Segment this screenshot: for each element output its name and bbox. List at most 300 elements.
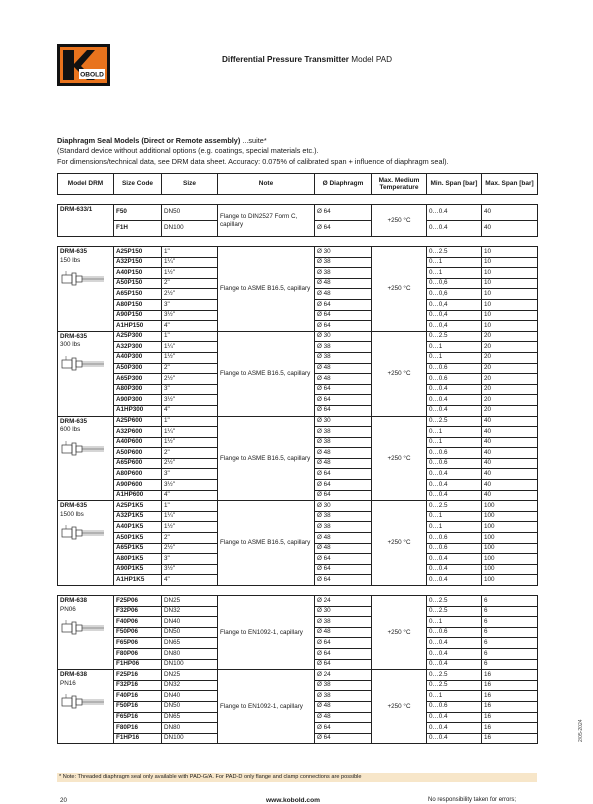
size-cell: DN50 — [162, 627, 218, 638]
size-cell: 3" — [162, 469, 218, 480]
min-span-cell: 0…2.5 — [427, 596, 482, 607]
size-code-cell: F40P06 — [114, 617, 162, 628]
size-code-cell: A90P300 — [114, 395, 162, 406]
diaphragm-cell: Ø 48 — [315, 448, 372, 459]
section-heading-bold: Diaphragm Seal Models (Direct or Remote assembly) — [57, 136, 241, 145]
model-name: DRM-635 — [60, 417, 87, 425]
section-heading — [57, 136, 537, 146]
diaphragm-cell: Ø 64 — [315, 321, 372, 332]
max-span-cell: 100 — [482, 501, 538, 512]
footnote: * Note: Threaded diaphragm seal only available with PAD-G/A. For PAD-D only flange and clamp connections are possible — [57, 773, 537, 782]
size-cell: 2" — [162, 278, 218, 289]
document-title — [222, 55, 392, 64]
max-span-cell: 100 — [482, 522, 538, 533]
size-cell: DN50 — [162, 701, 218, 712]
max-span-cell: 16 — [482, 723, 538, 734]
size-cell: DN80 — [162, 723, 218, 734]
column-header: Model DRM — [58, 174, 114, 195]
diaphragm-cell: Ø 64 — [315, 733, 372, 744]
min-span-cell: 0…1 — [427, 268, 482, 279]
max-span-cell: 6 — [482, 617, 538, 628]
svg-text:OBOLD: OBOLD — [80, 71, 104, 79]
diaphragm-cell: Ø 30 — [315, 416, 372, 427]
size-cell: 1½" — [162, 522, 218, 533]
size-cell: 2½" — [162, 458, 218, 469]
diaphragm-cell: Ø 38 — [315, 257, 372, 268]
size-cell: 2½" — [162, 289, 218, 300]
size-cell: DN100 — [162, 733, 218, 744]
diaphragm-cell: Ø 48 — [315, 363, 372, 374]
max-span-cell: 6 — [482, 606, 538, 617]
pressure-class: 150 lbs — [60, 256, 81, 264]
size-cell: 1½" — [162, 437, 218, 448]
min-span-cell: 0…0.6 — [427, 701, 482, 712]
diaphragm-cell: Ø 48 — [315, 374, 372, 385]
size-code-cell: A80P1K5 — [114, 554, 162, 565]
min-span-cell: 0…0.4 — [427, 723, 482, 734]
size-cell: 1¼" — [162, 511, 218, 522]
size-cell: 3" — [162, 299, 218, 310]
size-cell: 4" — [162, 490, 218, 501]
diaphragm-cell: Ø 48 — [315, 289, 372, 300]
diaphragm-cell: Ø 38 — [315, 342, 372, 353]
max-span-cell: 20 — [482, 363, 538, 374]
section-heading-suffix: ...suite* — [240, 136, 267, 145]
min-span-cell: 0…0.6 — [427, 533, 482, 544]
size-code-cell: F80P06 — [114, 648, 162, 659]
temperature-cell: +250 °C — [372, 205, 427, 237]
diaphragm-cell: Ø 64 — [315, 554, 372, 565]
diaphragm-cell: Ø 48 — [315, 458, 372, 469]
table-body — [58, 195, 538, 744]
size-code-cell: A65P150 — [114, 289, 162, 300]
min-span-cell: 0…0,4 — [427, 310, 482, 321]
max-span-cell: 16 — [482, 733, 538, 744]
size-cell: DN25 — [162, 596, 218, 607]
page-number: 20 — [60, 797, 67, 804]
max-span-cell: 10 — [482, 257, 538, 268]
size-cell: 1¼" — [162, 257, 218, 268]
size-code-cell: A80P600 — [114, 469, 162, 480]
column-header: Note — [218, 174, 315, 195]
size-code-cell: A32P600 — [114, 427, 162, 438]
diaphragm-cell: Ø 64 — [315, 299, 372, 310]
max-span-cell: 10 — [482, 247, 538, 258]
size-code-cell: F25P16 — [114, 670, 162, 681]
diaphragm-cell: Ø 64 — [315, 659, 372, 670]
size-cell: DN32 — [162, 606, 218, 617]
min-span-cell: 0…1 — [427, 342, 482, 353]
min-span-cell: 0…0.4 — [427, 490, 482, 501]
max-span-cell: 10 — [482, 278, 538, 289]
min-span-cell: 0…0.4 — [427, 564, 482, 575]
diaphragm-seal-table — [57, 173, 538, 744]
min-span-cell: 0…1 — [427, 691, 482, 702]
size-code-cell: F25P06 — [114, 596, 162, 607]
diaphragm-cell: Ø 38 — [315, 268, 372, 279]
diaphragm-cell: Ø 64 — [315, 564, 372, 575]
pressure-class: 1500 lbs — [60, 510, 84, 518]
max-span-cell: 40 — [482, 205, 538, 221]
size-code-cell: A1HP150 — [114, 321, 162, 332]
diaphragm-cell: Ø 38 — [315, 680, 372, 691]
size-code-cell: A50P1K5 — [114, 533, 162, 544]
note-cell: Flange to EN1092-1, capillary — [218, 670, 315, 744]
size-cell: 3½" — [162, 395, 218, 406]
max-span-cell: 16 — [482, 691, 538, 702]
max-span-cell: 16 — [482, 680, 538, 691]
diaphragm-cell: Ø 38 — [315, 352, 372, 363]
column-header: Min. Span [bar] — [427, 174, 482, 195]
size-cell: 1" — [162, 331, 218, 342]
size-code-cell: A65P600 — [114, 458, 162, 469]
table-row — [58, 416, 538, 427]
flange-drawing-icon — [60, 271, 106, 287]
max-span-cell: 100 — [482, 564, 538, 575]
min-span-cell: 0…0.4 — [427, 712, 482, 723]
min-span-cell: 0…0.6 — [427, 627, 482, 638]
max-span-cell: 40 — [482, 490, 538, 501]
model-cell — [58, 416, 114, 501]
diaphragm-cell: Ø 48 — [315, 278, 372, 289]
size-code-cell: A80P300 — [114, 384, 162, 395]
size-cell: 1¼" — [162, 342, 218, 353]
diaphragm-cell: Ø 64 — [315, 469, 372, 480]
size-code-cell: A25P600 — [114, 416, 162, 427]
temperature-cell: +250 °C — [372, 247, 427, 332]
document-title-model: Model PAD — [348, 55, 393, 64]
section-line-standard: (Standard device without additional options (e.g. coatings, special materials etc.). — [57, 146, 319, 156]
max-span-cell: 40 — [482, 437, 538, 448]
model-name: DRM-635 — [60, 502, 87, 510]
diaphragm-cell: Ø 64 — [315, 490, 372, 501]
model-name: DRM-638 — [60, 597, 87, 604]
max-span-cell: 20 — [482, 331, 538, 342]
min-span-cell: 0…2.5 — [427, 501, 482, 512]
size-code-cell: A1HP300 — [114, 405, 162, 416]
min-span-cell: 0…1 — [427, 437, 482, 448]
diaphragm-cell: Ø 38 — [315, 511, 372, 522]
min-span-cell: 0…0.4 — [427, 221, 482, 237]
size-code-cell: A65P1K5 — [114, 543, 162, 554]
max-span-cell: 20 — [482, 384, 538, 395]
max-span-cell: 40 — [482, 480, 538, 491]
flange-drawing-icon — [60, 356, 106, 372]
diaphragm-cell: Ø 48 — [315, 543, 372, 554]
min-span-cell: 0…0.6 — [427, 543, 482, 554]
min-span-cell: 0…1 — [427, 427, 482, 438]
min-span-cell: 0…0.4 — [427, 638, 482, 649]
temperature-cell: +250 °C — [372, 501, 427, 586]
max-span-cell: 10 — [482, 310, 538, 321]
min-span-cell: 0…0,6 — [427, 278, 482, 289]
size-code-cell: A32P150 — [114, 257, 162, 268]
size-code-cell: A40P1K5 — [114, 522, 162, 533]
size-cell: 1¼" — [162, 427, 218, 438]
max-span-cell: 6 — [482, 627, 538, 638]
diaphragm-cell: Ø 48 — [315, 701, 372, 712]
model-name: DRM-635 — [60, 248, 87, 255]
note-cell: Flange to DIN2527 Form C, capillary — [218, 205, 315, 237]
diaphragm-cell: Ø 38 — [315, 691, 372, 702]
max-span-cell: 10 — [482, 321, 538, 332]
size-cell: 1½" — [162, 268, 218, 279]
min-span-cell: 0…2.5 — [427, 247, 482, 258]
document-title-bold: Differential Pressure Transmitter — [222, 55, 349, 64]
flange-drawing-icon — [60, 525, 106, 541]
max-span-cell: 6 — [482, 659, 538, 670]
size-cell: 4" — [162, 405, 218, 416]
size-cell: DN32 — [162, 680, 218, 691]
max-span-cell: 100 — [482, 554, 538, 565]
diaphragm-cell: Ø 64 — [315, 310, 372, 321]
kobold-logo — [57, 44, 110, 86]
min-span-cell: 0…1 — [427, 511, 482, 522]
min-span-cell: 0…0,6 — [427, 289, 482, 300]
size-cell: 3½" — [162, 564, 218, 575]
min-span-cell: 0…0.4 — [427, 733, 482, 744]
size-cell: 3" — [162, 384, 218, 395]
min-span-cell: 0…0.6 — [427, 448, 482, 459]
pressure-class: 300 lbs — [60, 341, 81, 349]
size-code-cell: A90P1K5 — [114, 564, 162, 575]
size-cell: 2½" — [162, 374, 218, 385]
size-code-cell: A1HP600 — [114, 490, 162, 501]
size-code-cell: A40P300 — [114, 352, 162, 363]
min-span-cell: 0…1 — [427, 617, 482, 628]
size-cell: DN50 — [162, 205, 218, 221]
max-span-cell: 100 — [482, 511, 538, 522]
size-cell: 2" — [162, 533, 218, 544]
size-code-cell: A50P300 — [114, 363, 162, 374]
diaphragm-cell: Ø 48 — [315, 712, 372, 723]
temperature-cell: +250 °C — [372, 331, 427, 416]
size-code-cell: A40P150 — [114, 268, 162, 279]
size-cell: 2½" — [162, 543, 218, 554]
min-span-cell: 0…0,4 — [427, 299, 482, 310]
size-cell: DN100 — [162, 221, 218, 237]
model-cell — [58, 670, 114, 744]
note-cell: Flange to ASME B16.5, capillary — [218, 501, 315, 586]
size-cell: 2" — [162, 448, 218, 459]
diaphragm-cell: Ø 30 — [315, 606, 372, 617]
diaphragm-cell: Ø 64 — [315, 480, 372, 491]
size-code-cell: F80P16 — [114, 723, 162, 734]
diaphragm-cell: Ø 64 — [315, 638, 372, 649]
diaphragm-cell: Ø 24 — [315, 596, 372, 607]
max-span-cell: 20 — [482, 342, 538, 353]
column-header: Size — [162, 174, 218, 195]
model-cell — [58, 331, 114, 416]
max-span-cell: 100 — [482, 533, 538, 544]
min-span-cell: 0…0.4 — [427, 659, 482, 670]
group-spacer — [58, 237, 538, 247]
size-code-cell: A40P600 — [114, 437, 162, 448]
diaphragm-cell: Ø 64 — [315, 395, 372, 406]
pressure-class: PN06 — [60, 605, 76, 613]
min-span-cell: 0…0.6 — [427, 458, 482, 469]
table-row — [58, 205, 538, 221]
size-code-cell: A90P600 — [114, 480, 162, 491]
model-cell — [58, 596, 114, 670]
max-span-cell: 10 — [482, 289, 538, 300]
size-cell: 2" — [162, 363, 218, 374]
max-span-cell: 100 — [482, 575, 538, 586]
table-row — [58, 247, 538, 258]
flange-drawing-icon — [60, 441, 106, 457]
diaphragm-cell: Ø 30 — [315, 247, 372, 258]
min-span-cell: 0…1 — [427, 257, 482, 268]
size-code-cell: A1HP1K5 — [114, 575, 162, 586]
diaphragm-cell: Ø 64 — [315, 384, 372, 395]
max-span-cell: 6 — [482, 648, 538, 659]
table-row — [58, 331, 538, 342]
flange-drawing-icon — [60, 620, 106, 636]
note-cell: Flange to ASME B16.5, capillary — [218, 331, 315, 416]
size-code-cell: F40P16 — [114, 691, 162, 702]
size-cell: 4" — [162, 575, 218, 586]
diaphragm-cell: Ø 30 — [315, 331, 372, 342]
model-cell — [58, 501, 114, 586]
size-cell: 3½" — [162, 480, 218, 491]
size-cell: 1" — [162, 247, 218, 258]
size-cell: DN40 — [162, 617, 218, 628]
model-name: DRM-638 — [60, 671, 87, 679]
size-code-cell: A50P600 — [114, 448, 162, 459]
section-line-accuracy: For dimensions/technical data, see DRM data sheet. Accuracy: 0.075% of calibrated span + influence of diaphragm seal). — [57, 156, 449, 166]
diaphragm-cell: Ø 64 — [315, 221, 372, 237]
pressure-class: PN16 — [60, 679, 76, 687]
size-code-cell: F50P06 — [114, 627, 162, 638]
size-cell: DN80 — [162, 648, 218, 659]
max-span-cell: 20 — [482, 405, 538, 416]
size-cell: 3½" — [162, 310, 218, 321]
max-span-cell: 40 — [482, 427, 538, 438]
size-code-cell: F32P06 — [114, 606, 162, 617]
model-name: DRM-635 — [60, 332, 87, 340]
max-span-cell: 16 — [482, 701, 538, 712]
size-cell: 1" — [162, 416, 218, 427]
model-cell — [58, 247, 114, 332]
flange-drawing-icon — [60, 694, 106, 710]
column-header: Max. Medium Temperature — [372, 174, 427, 195]
max-span-cell: 40 — [482, 469, 538, 480]
document-version: 2/05-2024 — [578, 719, 584, 742]
size-code-cell: A65P300 — [114, 374, 162, 385]
min-span-cell: 0…0.6 — [427, 374, 482, 385]
max-span-cell: 40 — [482, 221, 538, 237]
min-span-cell: 0…0.4 — [427, 575, 482, 586]
diaphragm-cell: Ø 38 — [315, 617, 372, 628]
size-cell: 1½" — [162, 352, 218, 363]
diaphragm-cell: Ø 38 — [315, 437, 372, 448]
min-span-cell: 0…0.4 — [427, 384, 482, 395]
size-code-cell: F50P16 — [114, 701, 162, 712]
min-span-cell: 0…2.5 — [427, 331, 482, 342]
size-code-cell: A90P150 — [114, 310, 162, 321]
website-link[interactable]: www.kobold.com — [266, 797, 320, 804]
table-row — [58, 670, 538, 681]
size-cell: DN65 — [162, 638, 218, 649]
table-header-row — [58, 174, 538, 195]
table-row — [58, 501, 538, 512]
diaphragm-cell: Ø 64 — [315, 405, 372, 416]
max-span-cell: 6 — [482, 596, 538, 607]
column-header: Max. Span [bar] — [482, 174, 538, 195]
size-cell: DN100 — [162, 659, 218, 670]
model-name: DRM-633/1 — [60, 206, 93, 213]
size-cell: DN25 — [162, 670, 218, 681]
max-span-cell: 6 — [482, 638, 538, 649]
min-span-cell: 0…1 — [427, 522, 482, 533]
min-span-cell: 0…0,4 — [427, 321, 482, 332]
max-span-cell: 10 — [482, 268, 538, 279]
temperature-cell: +250 °C — [372, 596, 427, 670]
temperature-cell: +250 °C — [372, 416, 427, 501]
min-span-cell: 0…0.6 — [427, 363, 482, 374]
max-span-cell: 20 — [482, 374, 538, 385]
min-span-cell: 0…2.5 — [427, 416, 482, 427]
note-cell: Flange to ASME B16.5, capillary — [218, 416, 315, 501]
min-span-cell: 0…0.4 — [427, 469, 482, 480]
column-header: Ø Diaphragm — [315, 174, 372, 195]
size-cell: 4" — [162, 321, 218, 332]
max-span-cell: 16 — [482, 712, 538, 723]
size-cell: 3" — [162, 554, 218, 565]
min-span-cell: 0…0.4 — [427, 648, 482, 659]
size-code-cell: F1HP16 — [114, 733, 162, 744]
size-code-cell: F32P16 — [114, 680, 162, 691]
min-span-cell: 0…0.4 — [427, 405, 482, 416]
min-span-cell: 0…2.5 — [427, 680, 482, 691]
pressure-class: 600 lbs — [60, 426, 81, 433]
diaphragm-cell: Ø 38 — [315, 522, 372, 533]
max-span-cell: 40 — [482, 416, 538, 427]
max-span-cell: 16 — [482, 670, 538, 681]
diaphragm-cell: Ø 64 — [315, 205, 372, 221]
max-span-cell: 10 — [482, 299, 538, 310]
size-cell: DN65 — [162, 712, 218, 723]
size-code-cell: F65P16 — [114, 712, 162, 723]
size-code-cell: F50 — [114, 205, 162, 221]
max-span-cell: 20 — [482, 395, 538, 406]
diaphragm-cell: Ø 64 — [315, 723, 372, 734]
size-code-cell: A32P1K5 — [114, 511, 162, 522]
max-span-cell: 40 — [482, 458, 538, 469]
min-span-cell: 0…0.4 — [427, 554, 482, 565]
section-intro — [57, 136, 537, 167]
table-row — [58, 596, 538, 607]
size-code-cell: A25P300 — [114, 331, 162, 342]
size-code-cell: F65P06 — [114, 638, 162, 649]
min-span-cell: 0…2.5 — [427, 606, 482, 617]
min-span-cell: 0…0.4 — [427, 205, 482, 221]
group-spacer — [58, 195, 538, 205]
note-cell: Flange to ASME B16.5, capillary — [218, 247, 315, 332]
max-span-cell: 20 — [482, 352, 538, 363]
diaphragm-cell: Ø 64 — [315, 575, 372, 586]
diaphragm-cell: Ø 48 — [315, 533, 372, 544]
size-cell: DN40 — [162, 691, 218, 702]
temperature-cell: +250 °C — [372, 670, 427, 744]
diaphragm-cell: Ø 64 — [315, 648, 372, 659]
group-spacer — [58, 586, 538, 596]
min-span-cell: 0…0.4 — [427, 480, 482, 491]
diaphragm-cell: Ø 38 — [315, 427, 372, 438]
size-cell: 1" — [162, 501, 218, 512]
size-code-cell: F1HP06 — [114, 659, 162, 670]
column-header: Size Code — [114, 174, 162, 195]
